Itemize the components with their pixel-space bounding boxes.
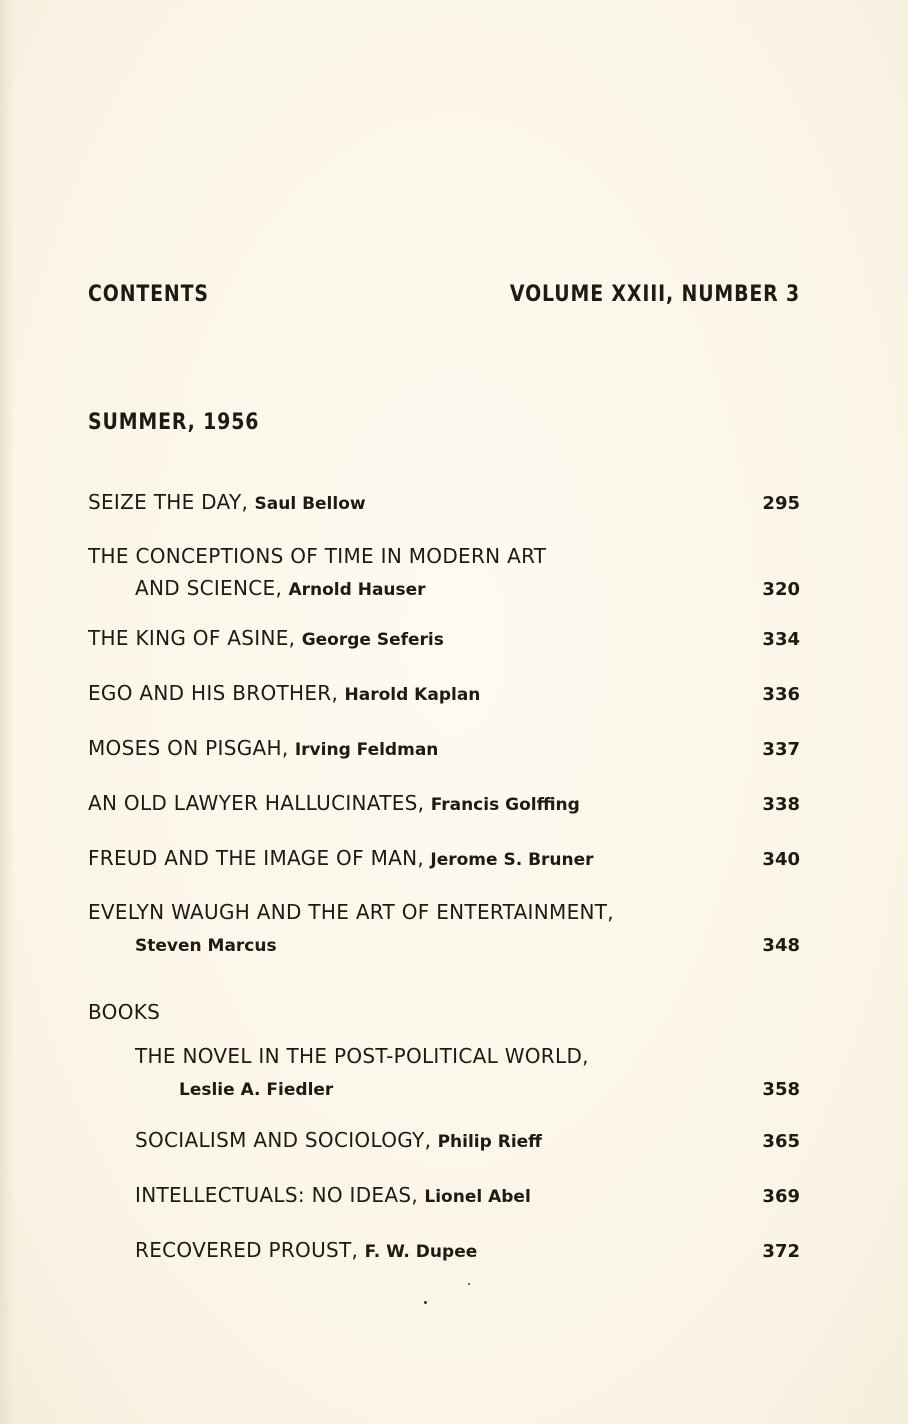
entry-title: THE NOVEL IN THE POST-POLITICAL WORLD,: [135, 1044, 589, 1068]
entry-author: Irving Feldman: [294, 740, 439, 760]
entry-page: 358: [762, 1079, 800, 1100]
entry-author: Francis Golffing: [430, 795, 580, 815]
entry-author: George Seferis: [301, 630, 444, 650]
entry-title: SOCIALISM AND SOCIOLOGY,: [135, 1128, 432, 1152]
entry-page: 336: [762, 684, 800, 705]
entry-title: THE CONCEPTIONS OF TIME IN MODERN ART: [88, 544, 547, 568]
toc-entry[interactable]: [88, 842, 800, 876]
toc-entry[interactable]: [88, 486, 800, 520]
paper-speck: [424, 1301, 427, 1304]
entry-page: 334: [762, 629, 800, 650]
entry-author: Steven Marcus: [135, 936, 277, 956]
toc-entry[interactable]: [88, 732, 800, 766]
entry-title: EVELYN WAUGH AND THE ART OF ENTERTAINMENT,: [88, 900, 614, 924]
entry-page: 337: [762, 739, 800, 760]
entry-author: Leslie A. Fiedler: [179, 1080, 334, 1100]
toc-entry[interactable]: [88, 787, 800, 821]
entry-title: THE KING OF ASINE,: [88, 626, 296, 650]
volume-number: VOLUME XXIII, NUMBER 3: [509, 282, 801, 307]
entry-page: 348: [762, 935, 800, 956]
toc-entry[interactable]: [135, 1234, 800, 1268]
toc-entry[interactable]: [135, 1124, 800, 1158]
toc-entry[interactable]: [88, 622, 800, 656]
toc-entry[interactable]: [88, 540, 800, 606]
paper-speck: [468, 1283, 470, 1285]
toc-entry[interactable]: [88, 896, 800, 962]
entry-author: F. W. Dupee: [364, 1242, 478, 1262]
entry-author: Jerome S. Bruner: [430, 850, 594, 870]
contents-heading: CONTENTS: [88, 282, 209, 307]
books-section-heading: BOOKS: [88, 1000, 161, 1024]
entry-title: AN OLD LAWYER HALLUCINATES,: [88, 791, 425, 815]
entry-author: Harold Kaplan: [344, 685, 481, 705]
entry-author: Arnold Hauser: [288, 580, 426, 600]
toc-entry[interactable]: [88, 677, 800, 711]
entry-title: EGO AND HIS BROTHER,: [88, 681, 339, 705]
entry-title: INTELLECTUALS: NO IDEAS,: [135, 1183, 419, 1207]
entry-author: Philip Rieff: [437, 1132, 542, 1152]
entry-title: MOSES ON PISGAH,: [88, 736, 289, 760]
issue-date: SUMMER, 1956: [88, 410, 260, 435]
entry-author: Saul Bellow: [254, 494, 366, 514]
entry-page: 372: [762, 1241, 800, 1262]
entry-page: 338: [762, 794, 800, 815]
toc-entry[interactable]: [135, 1179, 800, 1213]
entry-title: SEIZE THE DAY,: [88, 490, 249, 514]
entry-title: FREUD AND THE IMAGE OF MAN,: [88, 846, 425, 870]
contents-header: [88, 282, 801, 307]
entry-page: 369: [762, 1186, 800, 1207]
toc-entry[interactable]: [135, 1040, 800, 1106]
entry-title-continued: AND SCIENCE,: [135, 576, 283, 600]
spine-shadow: [0, 0, 14, 1424]
entry-page: 295: [762, 493, 800, 514]
entry-page: 320: [762, 579, 800, 600]
entry-title: RECOVERED PROUST,: [135, 1238, 359, 1262]
entry-page: 365: [762, 1131, 800, 1152]
entry-page: 340: [762, 849, 800, 870]
entry-author: Lionel Abel: [424, 1187, 531, 1207]
